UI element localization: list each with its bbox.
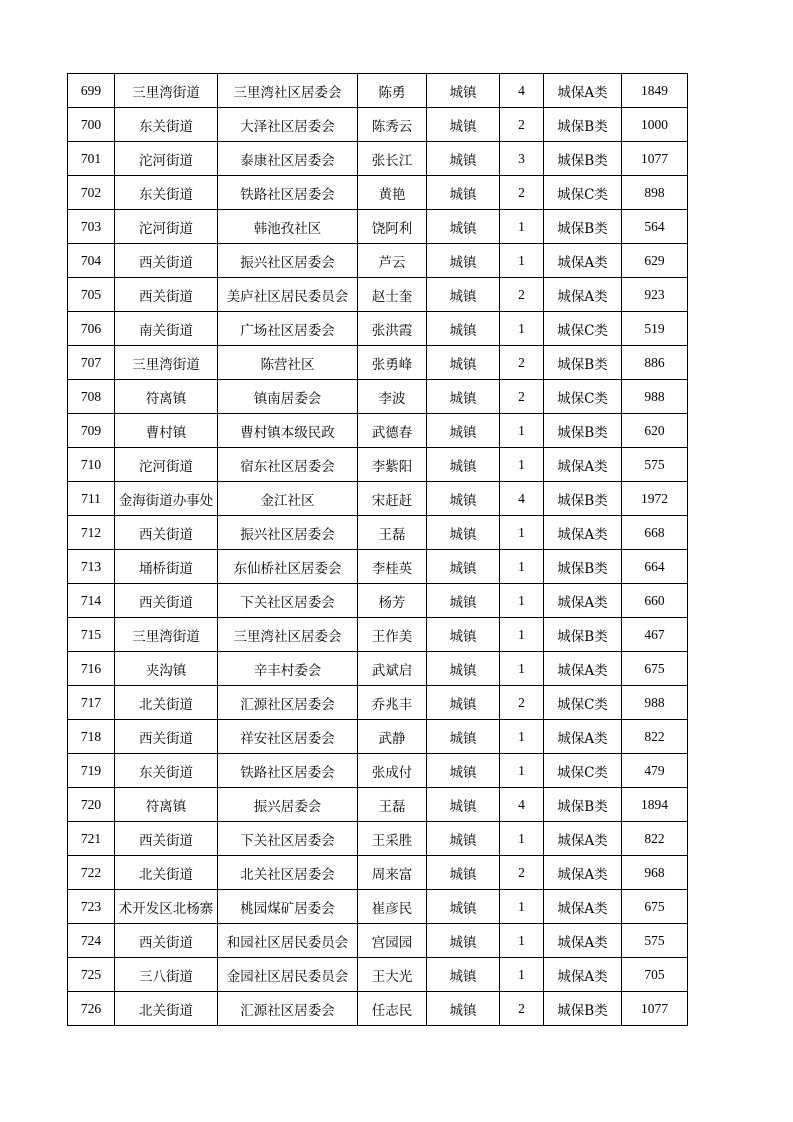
area-cell: 城镇 [427, 142, 500, 176]
table-row [68, 74, 688, 108]
community-cell: 三里湾社区居委会 [218, 74, 358, 108]
table-row [68, 618, 688, 652]
community-cell: 曹村镇本级民政 [218, 414, 358, 448]
category-cell: 城保A类 [544, 924, 622, 958]
community-cell: 振兴居委会 [218, 788, 358, 822]
amount-cell: 575 [622, 448, 688, 482]
row-number: 716 [68, 652, 115, 686]
area-cell: 城镇 [427, 788, 500, 822]
name-cell: 张洪霞 [358, 312, 427, 346]
row-number: 715 [68, 618, 115, 652]
street-cell: 西关街道 [115, 822, 218, 856]
street-cell: 三里湾街道 [115, 74, 218, 108]
community-cell: 祥安社区居委会 [218, 720, 358, 754]
amount-cell: 675 [622, 652, 688, 686]
community-cell: 北关社区居委会 [218, 856, 358, 890]
name-cell: 周来富 [358, 856, 427, 890]
category-cell: 城保A类 [544, 244, 622, 278]
category-cell: 城保B类 [544, 108, 622, 142]
community-cell: 广场社区居委会 [218, 312, 358, 346]
name-cell: 芦云 [358, 244, 427, 278]
table-row [68, 652, 688, 686]
community-cell: 和园社区居民委员会 [218, 924, 358, 958]
table-row [68, 754, 688, 788]
name-cell: 陈勇 [358, 74, 427, 108]
row-number: 718 [68, 720, 115, 754]
name-cell: 李桂英 [358, 550, 427, 584]
name-cell: 武德春 [358, 414, 427, 448]
amount-cell: 668 [622, 516, 688, 550]
category-cell: 城保A类 [544, 448, 622, 482]
table-row [68, 176, 688, 210]
name-cell: 王磊 [358, 516, 427, 550]
category-cell: 城保A类 [544, 278, 622, 312]
household-count-cell: 1 [500, 958, 544, 992]
area-cell: 城镇 [427, 346, 500, 380]
category-cell: 城保B类 [544, 210, 622, 244]
name-cell: 张成付 [358, 754, 427, 788]
row-number: 720 [68, 788, 115, 822]
household-count-cell: 1 [500, 822, 544, 856]
table-row [68, 856, 688, 890]
amount-cell: 519 [622, 312, 688, 346]
name-cell: 杨芳 [358, 584, 427, 618]
street-cell: 夹沟镇 [115, 652, 218, 686]
household-count-cell: 4 [500, 482, 544, 516]
community-cell: 金园社区居民委员会 [218, 958, 358, 992]
category-cell: 城保C类 [544, 686, 622, 720]
name-cell: 李紫阳 [358, 448, 427, 482]
community-cell: 汇源社区居委会 [218, 992, 358, 1026]
name-cell: 宫园园 [358, 924, 427, 958]
household-count-cell: 4 [500, 74, 544, 108]
household-count-cell: 1 [500, 448, 544, 482]
street-cell: 术开发区北杨寨 [115, 890, 218, 924]
community-cell: 三里湾社区居委会 [218, 618, 358, 652]
street-cell: 东关街道 [115, 176, 218, 210]
name-cell: 崔彦民 [358, 890, 427, 924]
table-row [68, 516, 688, 550]
street-cell: 东关街道 [115, 108, 218, 142]
row-number: 702 [68, 176, 115, 210]
name-cell: 黄艳 [358, 176, 427, 210]
category-cell: 城保B类 [544, 618, 622, 652]
street-cell: 南关街道 [115, 312, 218, 346]
row-number: 725 [68, 958, 115, 992]
street-cell: 三里湾街道 [115, 346, 218, 380]
category-cell: 城保C类 [544, 380, 622, 414]
community-cell: 大泽社区居委会 [218, 108, 358, 142]
name-cell: 任志民 [358, 992, 427, 1026]
row-number: 712 [68, 516, 115, 550]
table-row [68, 924, 688, 958]
community-cell: 铁路社区居委会 [218, 754, 358, 788]
community-cell: 桃园煤矿居委会 [218, 890, 358, 924]
table-row [68, 822, 688, 856]
community-cell: 铁路社区居委会 [218, 176, 358, 210]
category-cell: 城保A类 [544, 890, 622, 924]
amount-cell: 629 [622, 244, 688, 278]
area-cell: 城镇 [427, 618, 500, 652]
household-count-cell: 1 [500, 312, 544, 346]
street-cell: 埇桥街道 [115, 550, 218, 584]
community-cell: 汇源社区居委会 [218, 686, 358, 720]
name-cell: 武静 [358, 720, 427, 754]
area-cell: 城镇 [427, 992, 500, 1026]
name-cell: 饶阿利 [358, 210, 427, 244]
row-number: 711 [68, 482, 115, 516]
table-row [68, 482, 688, 516]
name-cell: 张勇峰 [358, 346, 427, 380]
category-cell: 城保A类 [544, 516, 622, 550]
category-cell: 城保C类 [544, 312, 622, 346]
household-count-cell: 2 [500, 686, 544, 720]
area-cell: 城镇 [427, 108, 500, 142]
household-count-cell: 1 [500, 414, 544, 448]
category-cell: 城保A类 [544, 584, 622, 618]
category-cell: 城保A类 [544, 958, 622, 992]
name-cell: 王作美 [358, 618, 427, 652]
area-cell: 城镇 [427, 380, 500, 414]
amount-cell: 467 [622, 618, 688, 652]
table-row [68, 210, 688, 244]
amount-cell: 564 [622, 210, 688, 244]
row-number: 708 [68, 380, 115, 414]
amount-cell: 575 [622, 924, 688, 958]
amount-cell: 1077 [622, 142, 688, 176]
name-cell: 王磊 [358, 788, 427, 822]
category-cell: 城保A类 [544, 74, 622, 108]
street-cell: 三里湾街道 [115, 618, 218, 652]
area-cell: 城镇 [427, 686, 500, 720]
amount-cell: 705 [622, 958, 688, 992]
community-cell: 美庐社区居民委员会 [218, 278, 358, 312]
area-cell: 城镇 [427, 652, 500, 686]
community-cell: 泰康社区居委会 [218, 142, 358, 176]
street-cell: 符离镇 [115, 788, 218, 822]
table-row [68, 142, 688, 176]
row-number: 707 [68, 346, 115, 380]
row-number: 724 [68, 924, 115, 958]
community-cell: 振兴社区居委会 [218, 244, 358, 278]
amount-cell: 620 [622, 414, 688, 448]
area-cell: 城镇 [427, 176, 500, 210]
table-row [68, 380, 688, 414]
table-row [68, 720, 688, 754]
community-cell: 下关社区居委会 [218, 584, 358, 618]
category-cell: 城保B类 [544, 482, 622, 516]
row-number: 706 [68, 312, 115, 346]
name-cell: 宋赶赶 [358, 482, 427, 516]
row-number: 701 [68, 142, 115, 176]
amount-cell: 1000 [622, 108, 688, 142]
row-number: 705 [68, 278, 115, 312]
street-cell: 西关街道 [115, 584, 218, 618]
area-cell: 城镇 [427, 244, 500, 278]
household-count-cell: 3 [500, 142, 544, 176]
name-cell: 赵士奎 [358, 278, 427, 312]
street-cell: 沱河街道 [115, 210, 218, 244]
household-count-cell: 2 [500, 278, 544, 312]
community-cell: 韩池孜社区 [218, 210, 358, 244]
table-row [68, 788, 688, 822]
street-cell: 西关街道 [115, 278, 218, 312]
household-count-cell: 1 [500, 720, 544, 754]
street-cell: 沱河街道 [115, 448, 218, 482]
row-number: 717 [68, 686, 115, 720]
community-cell: 辛丰村委会 [218, 652, 358, 686]
row-number: 704 [68, 244, 115, 278]
street-cell: 西关街道 [115, 924, 218, 958]
household-count-cell: 2 [500, 856, 544, 890]
community-cell: 下关社区居委会 [218, 822, 358, 856]
household-count-cell: 1 [500, 584, 544, 618]
row-number: 710 [68, 448, 115, 482]
category-cell: 城保B类 [544, 142, 622, 176]
household-count-cell: 1 [500, 244, 544, 278]
household-count-cell: 1 [500, 516, 544, 550]
name-cell: 陈秀云 [358, 108, 427, 142]
row-number: 709 [68, 414, 115, 448]
street-cell: 东关街道 [115, 754, 218, 788]
amount-cell: 1077 [622, 992, 688, 1026]
area-cell: 城镇 [427, 74, 500, 108]
household-count-cell: 1 [500, 924, 544, 958]
table-row [68, 278, 688, 312]
area-cell: 城镇 [427, 924, 500, 958]
category-cell: 城保B类 [544, 414, 622, 448]
area-cell: 城镇 [427, 312, 500, 346]
community-cell: 振兴社区居委会 [218, 516, 358, 550]
row-number: 723 [68, 890, 115, 924]
category-cell: 城保A类 [544, 720, 622, 754]
amount-cell: 675 [622, 890, 688, 924]
area-cell: 城镇 [427, 822, 500, 856]
table-row [68, 448, 688, 482]
area-cell: 城镇 [427, 550, 500, 584]
beneficiary-table [67, 73, 688, 1026]
amount-cell: 1894 [622, 788, 688, 822]
table-row [68, 958, 688, 992]
table-row [68, 584, 688, 618]
amount-cell: 1849 [622, 74, 688, 108]
area-cell: 城镇 [427, 720, 500, 754]
area-cell: 城镇 [427, 482, 500, 516]
street-cell: 北关街道 [115, 686, 218, 720]
household-count-cell: 4 [500, 788, 544, 822]
name-cell: 王大光 [358, 958, 427, 992]
household-count-cell: 1 [500, 754, 544, 788]
area-cell: 城镇 [427, 958, 500, 992]
community-cell: 镇南居委会 [218, 380, 358, 414]
category-cell: 城保A类 [544, 822, 622, 856]
category-cell: 城保B类 [544, 550, 622, 584]
area-cell: 城镇 [427, 448, 500, 482]
row-number: 700 [68, 108, 115, 142]
household-count-cell: 1 [500, 618, 544, 652]
category-cell: 城保B类 [544, 992, 622, 1026]
area-cell: 城镇 [427, 584, 500, 618]
household-count-cell: 2 [500, 346, 544, 380]
street-cell: 金海街道办事处 [115, 482, 218, 516]
street-cell: 北关街道 [115, 992, 218, 1026]
household-count-cell: 1 [500, 890, 544, 924]
community-cell: 宿东社区居委会 [218, 448, 358, 482]
area-cell: 城镇 [427, 210, 500, 244]
row-number: 721 [68, 822, 115, 856]
street-cell: 北关街道 [115, 856, 218, 890]
row-number: 699 [68, 74, 115, 108]
household-count-cell: 1 [500, 210, 544, 244]
row-number: 714 [68, 584, 115, 618]
amount-cell: 1972 [622, 482, 688, 516]
row-number: 719 [68, 754, 115, 788]
amount-cell: 479 [622, 754, 688, 788]
name-cell: 武斌启 [358, 652, 427, 686]
community-cell: 东仙桥社区居委会 [218, 550, 358, 584]
table-row [68, 890, 688, 924]
street-cell: 三八街道 [115, 958, 218, 992]
household-count-cell: 1 [500, 550, 544, 584]
area-cell: 城镇 [427, 278, 500, 312]
area-cell: 城镇 [427, 890, 500, 924]
row-number: 713 [68, 550, 115, 584]
table-row [68, 244, 688, 278]
category-cell: 城保C类 [544, 176, 622, 210]
name-cell: 乔兆丰 [358, 686, 427, 720]
table-row [68, 108, 688, 142]
row-number: 722 [68, 856, 115, 890]
street-cell: 西关街道 [115, 244, 218, 278]
name-cell: 王采胜 [358, 822, 427, 856]
amount-cell: 822 [622, 720, 688, 754]
street-cell: 沱河街道 [115, 142, 218, 176]
amount-cell: 923 [622, 278, 688, 312]
area-cell: 城镇 [427, 516, 500, 550]
household-count-cell: 2 [500, 176, 544, 210]
amount-cell: 664 [622, 550, 688, 584]
row-number: 726 [68, 992, 115, 1026]
category-cell: 城保B类 [544, 788, 622, 822]
household-count-cell: 2 [500, 992, 544, 1026]
street-cell: 西关街道 [115, 516, 218, 550]
table-row [68, 414, 688, 448]
amount-cell: 898 [622, 176, 688, 210]
area-cell: 城镇 [427, 414, 500, 448]
street-cell: 曹村镇 [115, 414, 218, 448]
category-cell: 城保C类 [544, 754, 622, 788]
row-number: 703 [68, 210, 115, 244]
area-cell: 城镇 [427, 856, 500, 890]
table-row [68, 550, 688, 584]
amount-cell: 988 [622, 686, 688, 720]
amount-cell: 822 [622, 822, 688, 856]
area-cell: 城镇 [427, 754, 500, 788]
community-cell: 金江社区 [218, 482, 358, 516]
household-count-cell: 1 [500, 652, 544, 686]
table-row [68, 992, 688, 1026]
household-count-cell: 2 [500, 380, 544, 414]
amount-cell: 988 [622, 380, 688, 414]
amount-cell: 660 [622, 584, 688, 618]
name-cell: 李波 [358, 380, 427, 414]
name-cell: 张长江 [358, 142, 427, 176]
category-cell: 城保A类 [544, 856, 622, 890]
street-cell: 符离镇 [115, 380, 218, 414]
amount-cell: 968 [622, 856, 688, 890]
category-cell: 城保B类 [544, 346, 622, 380]
table-row [68, 312, 688, 346]
amount-cell: 886 [622, 346, 688, 380]
street-cell: 西关街道 [115, 720, 218, 754]
table-body [68, 74, 688, 1026]
household-count-cell: 2 [500, 108, 544, 142]
table-row [68, 686, 688, 720]
table-row [68, 346, 688, 380]
community-cell: 陈营社区 [218, 346, 358, 380]
category-cell: 城保A类 [544, 652, 622, 686]
